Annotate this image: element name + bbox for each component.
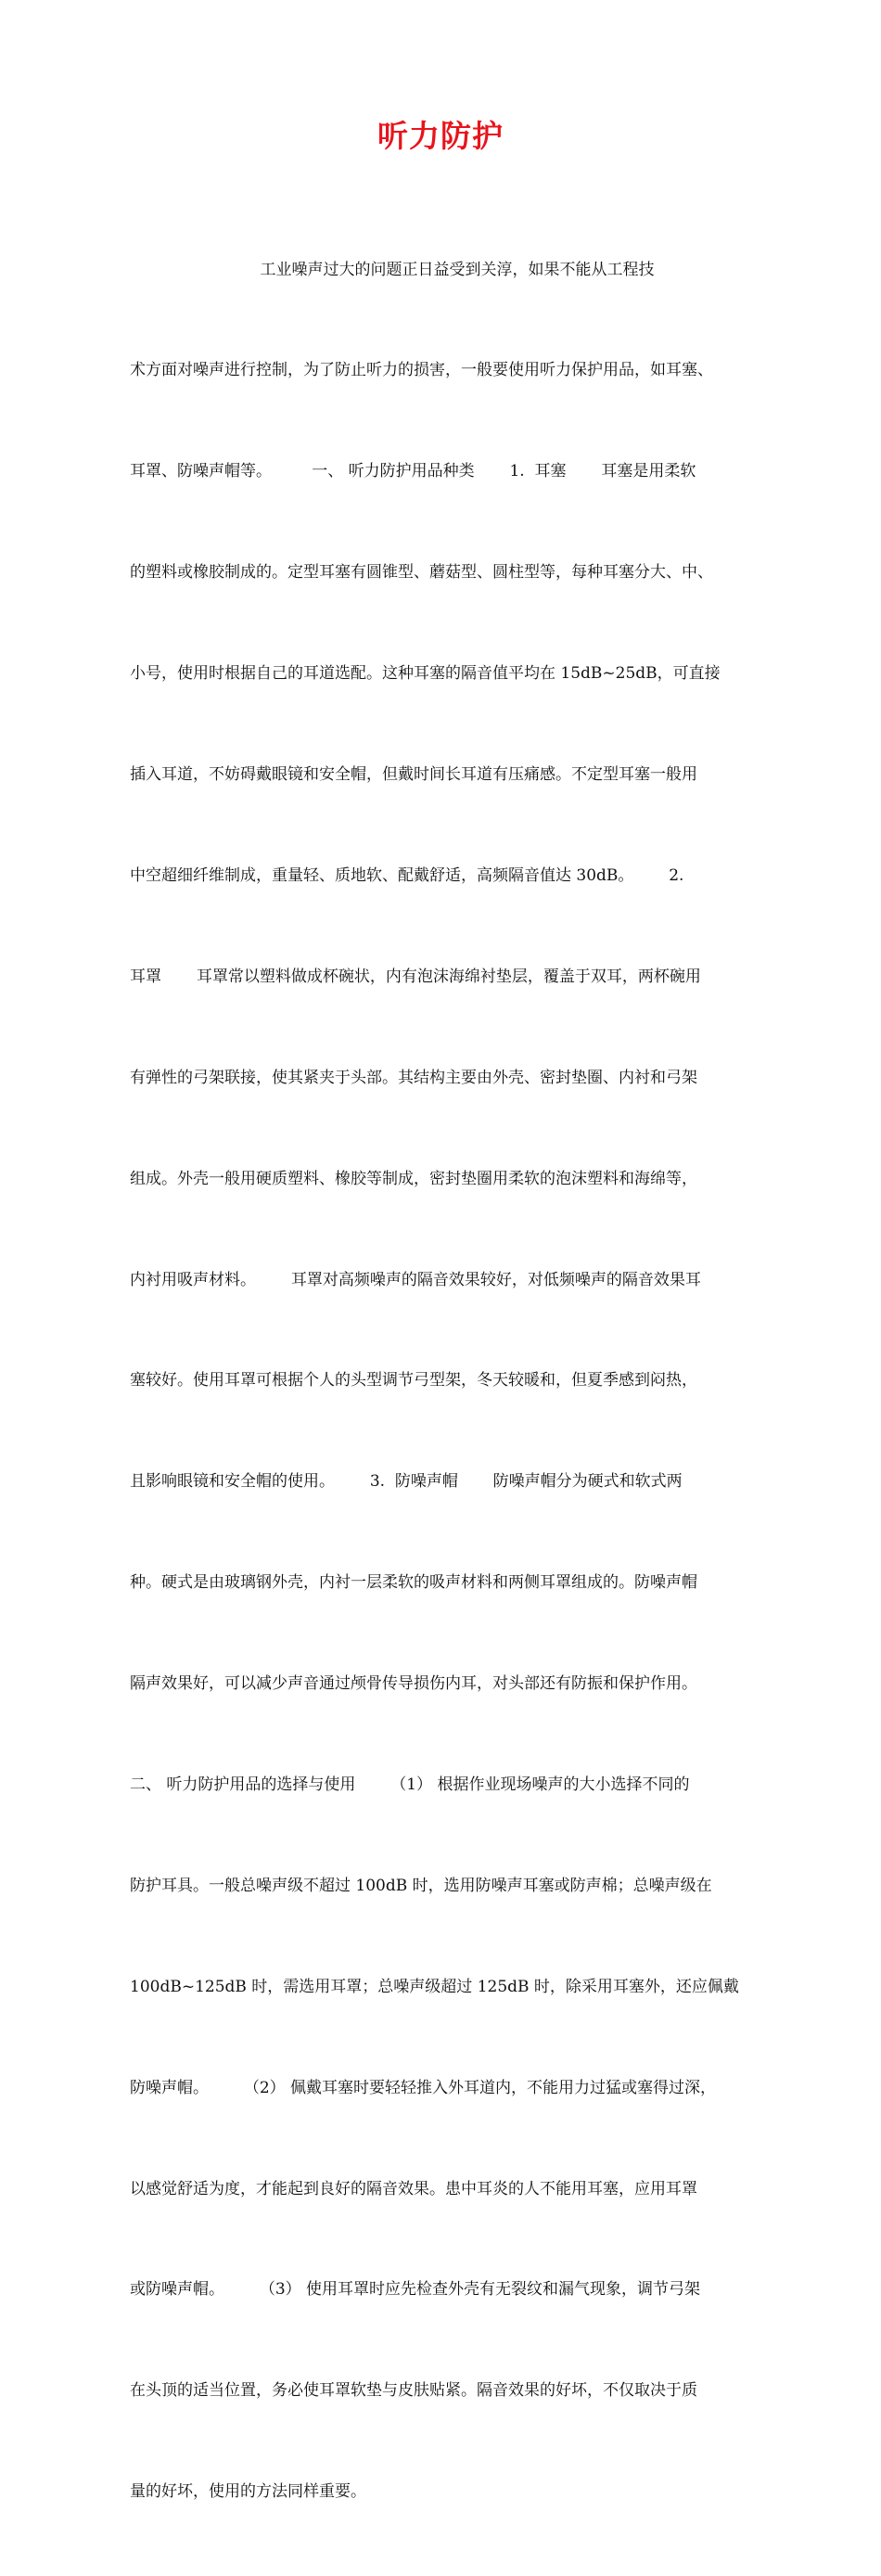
body-line: 中空超细纤维制成，重量轻、质地软、配戴舒适，高频隔音值达 30dB。 2. bbox=[130, 865, 684, 885]
body-line: 在头顶的适当位置，务必使耳罩软垫与皮肤贴紧。隔音效果的好坏，不仅取决于质 bbox=[130, 2381, 697, 2401]
body-line: 且影响眼镜和安全帽的使用。 3. 防噪声帽 防噪声帽分为硬式和软式两 bbox=[130, 1472, 683, 1492]
body-line: 以感觉舒适为度，才能起到良好的隔音效果。患中耳炎的人不能用耳塞，应用耳罩 bbox=[130, 2179, 697, 2198]
body-line: 小号，使用时根据自己的耳道选配。这种耳塞的隔音值平均在 15dB~25dB，可直接 bbox=[130, 664, 721, 684]
body-line: 组成。外壳一般用硬质塑料、橡胶等制成，密封垫圈用柔软的泡沫塑料和海绵等， bbox=[130, 1169, 697, 1188]
body-line: 100dB~125dB 时，需选用耳罩；总噪声级超过 125dB 时，除采用耳塞外，还应佩戴 bbox=[130, 1977, 739, 1996]
body-line: 二、 听力防护用品的选择与使用 （1） 根据作业现场噪声的大小选择不同的 bbox=[130, 1775, 690, 1794]
body-line: 耳罩 耳罩常以塑料做成杯碗状，内有泡沫海绵衬垫层，覆盖于双耳，两杯碗用 bbox=[130, 967, 701, 986]
body-line: 量的好坏，使用的方法同样重要。 bbox=[130, 2482, 366, 2502]
body-line: 防噪声帽。 （2） 佩戴耳塞时要轻轻推入外耳道内，不能用力过猛或塞得过深， bbox=[130, 2078, 717, 2097]
body-line: 防护耳具。一般总噪声级不超过 100dB 时，选用防噪声耳塞或防声棉；总噪声级在 bbox=[130, 1876, 712, 1895]
body-line: 耳罩、防噪声帽等。 一、 听力防护用品种类 1. 耳塞 耳塞是用柔软 bbox=[130, 462, 696, 481]
document-body bbox=[130, 186, 766, 2576]
body-line: 塞较好。使用耳罩可根据个人的头型调节弓型架，冬天较暖和，但夏季感到闷热， bbox=[130, 1371, 697, 1391]
body-line: 术方面对噪声进行控制，为了防止听力的损害，一般要使用听力保护用品，如耳塞、 bbox=[130, 361, 713, 380]
body-line: 插入耳道，不妨碍戴眼镜和安全帽，但戴时间长耳道有压痛感。不定型耳塞一般用 bbox=[130, 765, 697, 785]
body-line: 有弹性的弓架联接，使其紧夹于头部。其结构主要由外壳、密封垫圈、内衬和弓架 bbox=[130, 1068, 697, 1087]
body-line: 内衬用吸声材料。 耳罩对高频噪声的隔音效果较好，对低频噪声的隔音效果耳 bbox=[130, 1270, 701, 1289]
body-line: 种。硬式是由玻璃钢外壳，内衬一层柔软的吸声材料和两侧耳罩组成的。防噪声帽 bbox=[130, 1573, 697, 1593]
body-line: 隔声效果好，可以减少声音通过颅骨传导损伤内耳，对头部还有防振和保护作用。 bbox=[130, 1674, 697, 1694]
document-title: 听力防护 bbox=[377, 118, 504, 154]
body-line: 或防噪声帽。 （3） 使用耳罩时应先检查外壳有无裂纹和漏气现象，调节弓架 bbox=[130, 2280, 701, 2300]
body-line: 的塑料或橡胶制成的。定型耳塞有圆锥型、蘑菇型、圆柱型等，每种耳塞分大、中、 bbox=[130, 563, 713, 583]
body-line: 工业噪声过大的问题正日益受到关淳，如果不能从工程技 bbox=[130, 260, 655, 279]
